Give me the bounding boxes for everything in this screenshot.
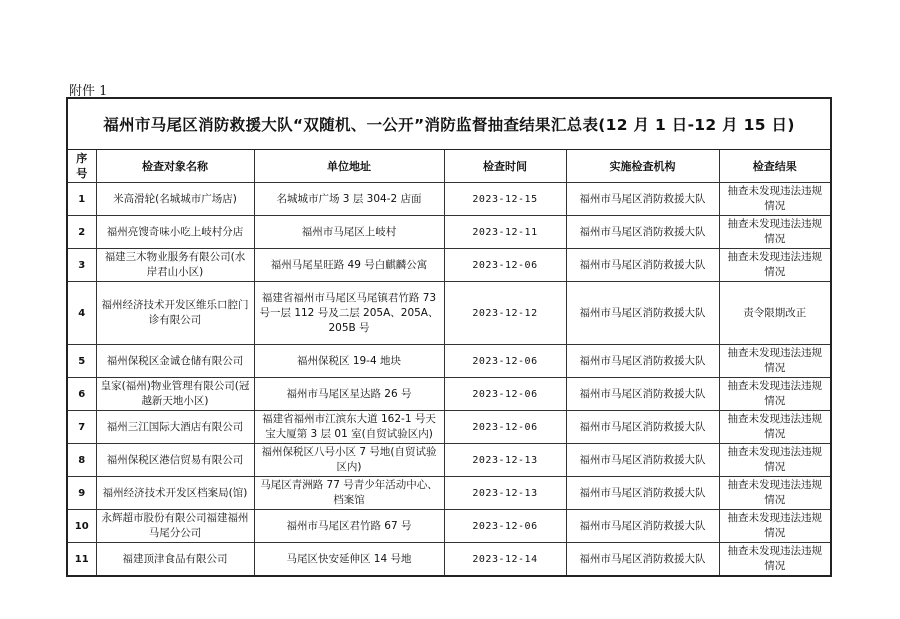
table-title: 福州市马尾区消防救援大队“双随机、一公开”消防监督抽查结果汇总表(12 月 1 日-12 月 15 日)	[68, 99, 830, 150]
row-result: 抽查未发现违法违规情况	[719, 543, 830, 576]
header-name: 检查对象名称	[96, 150, 254, 183]
attachment-label: 附件 1	[69, 84, 108, 99]
table-row	[68, 249, 830, 282]
row-result: 责令限期改正	[719, 282, 830, 345]
row-date: 2023-12-12	[444, 282, 566, 345]
row-agency: 福州市马尾区消防救援大队	[566, 510, 719, 543]
row-agency: 福州市马尾区消防救援大队	[566, 543, 719, 576]
row-index: 2	[68, 216, 96, 249]
row-address: 福州市马尾区星达路 26 号	[254, 378, 444, 411]
row-result: 抽查未发现违法违规情况	[719, 249, 830, 282]
row-name: 福建顶津食品有限公司	[96, 543, 254, 576]
row-index: 8	[68, 444, 96, 477]
row-result: 抽查未发现违法违规情况	[719, 444, 830, 477]
row-address: 福建省福州市马尾区马尾镇君竹路 73 号一层 112 号及二层 205A、205A、205B 号	[254, 282, 444, 345]
table-row	[68, 282, 830, 345]
row-index: 3	[68, 249, 96, 282]
row-agency: 福州市马尾区消防救援大队	[566, 249, 719, 282]
row-index: 7	[68, 411, 96, 444]
table-row	[68, 543, 830, 576]
header-index: 序号	[68, 150, 96, 183]
row-index: 1	[68, 183, 96, 216]
row-result: 抽查未发现违法违规情况	[719, 378, 830, 411]
row-name: 福州亮馊奇味小吃上岐村分店	[96, 216, 254, 249]
row-date: 2023-12-06	[444, 345, 566, 378]
header-row	[68, 150, 830, 183]
row-date: 2023-12-15	[444, 183, 566, 216]
row-name: 福建三木物业服务有限公司(水岸君山小区)	[96, 249, 254, 282]
row-result: 抽查未发现违法违规情况	[719, 216, 830, 249]
row-agency: 福州市马尾区消防救援大队	[566, 282, 719, 345]
header-address: 单位地址	[254, 150, 444, 183]
row-date: 2023-12-13	[444, 477, 566, 510]
row-address: 福州保税区 19-4 地块	[254, 345, 444, 378]
row-result: 抽查未发现违法违规情况	[719, 477, 830, 510]
row-index: 5	[68, 345, 96, 378]
row-result: 抽查未发现违法违规情况	[719, 510, 830, 543]
row-address: 马尾区青洲路 77 号青少年活动中心、档案馆	[254, 477, 444, 510]
row-address: 福州保税区八号小区 7 号地(自贸试验区内)	[254, 444, 444, 477]
table-row	[68, 411, 830, 444]
row-name: 福州保税区港信贸易有限公司	[96, 444, 254, 477]
row-name: 福州三江国际大酒店有限公司	[96, 411, 254, 444]
results-table	[68, 150, 830, 575]
row-address: 名城城市广场 3 层 304-2 店面	[254, 183, 444, 216]
row-index: 10	[68, 510, 96, 543]
results-sheet	[66, 97, 832, 577]
row-agency: 福州市马尾区消防救援大队	[566, 411, 719, 444]
row-name: 福州保税区金诚仓储有限公司	[96, 345, 254, 378]
row-address: 福州市马尾区君竹路 67 号	[254, 510, 444, 543]
row-result: 抽查未发现违法违规情况	[719, 411, 830, 444]
row-agency: 福州市马尾区消防救援大队	[566, 183, 719, 216]
row-address: 福州马尾星旺路 49 号白麒麟公寓	[254, 249, 444, 282]
row-date: 2023-12-14	[444, 543, 566, 576]
row-agency: 福州市马尾区消防救援大队	[566, 345, 719, 378]
table-row	[68, 183, 830, 216]
row-result: 抽查未发现违法违规情况	[719, 345, 830, 378]
row-result: 抽查未发现违法违规情况	[719, 183, 830, 216]
table-row	[68, 345, 830, 378]
table-row	[68, 444, 830, 477]
row-name: 皇家(福州)物业管理有限公司(冠越新天地小区)	[96, 378, 254, 411]
row-agency: 福州市马尾区消防救援大队	[566, 444, 719, 477]
row-agency: 福州市马尾区消防救援大队	[566, 477, 719, 510]
row-index: 4	[68, 282, 96, 345]
row-name: 永辉超市股份有限公司福建福州马尾分公司	[96, 510, 254, 543]
row-address: 福州市马尾区上岐村	[254, 216, 444, 249]
row-date: 2023-12-06	[444, 411, 566, 444]
table-row	[68, 477, 830, 510]
header-result: 检查结果	[719, 150, 830, 183]
table-row	[68, 216, 830, 249]
table-row	[68, 510, 830, 543]
row-index: 11	[68, 543, 96, 576]
row-name: 福州经济技术开发区维乐口腔门诊有限公司	[96, 282, 254, 345]
row-date: 2023-12-06	[444, 249, 566, 282]
row-name: 米高滑轮(名城城市广场店)	[96, 183, 254, 216]
row-date: 2023-12-06	[444, 510, 566, 543]
row-agency: 福州市马尾区消防救援大队	[566, 378, 719, 411]
row-address: 马尾区快安延伸区 14 号地	[254, 543, 444, 576]
header-agency: 实施检查机构	[566, 150, 719, 183]
row-agency: 福州市马尾区消防救援大队	[566, 216, 719, 249]
row-index: 9	[68, 477, 96, 510]
row-address: 福建省福州市江滨东大道 162-1 号天宝大厦第 3 层 01 室(自贸试验区内)	[254, 411, 444, 444]
row-index: 6	[68, 378, 96, 411]
header-date: 检查时间	[444, 150, 566, 183]
row-date: 2023-12-13	[444, 444, 566, 477]
table-row	[68, 378, 830, 411]
row-name: 福州经济技术开发区档案局(馆)	[96, 477, 254, 510]
row-date: 2023-12-11	[444, 216, 566, 249]
row-date: 2023-12-06	[444, 378, 566, 411]
